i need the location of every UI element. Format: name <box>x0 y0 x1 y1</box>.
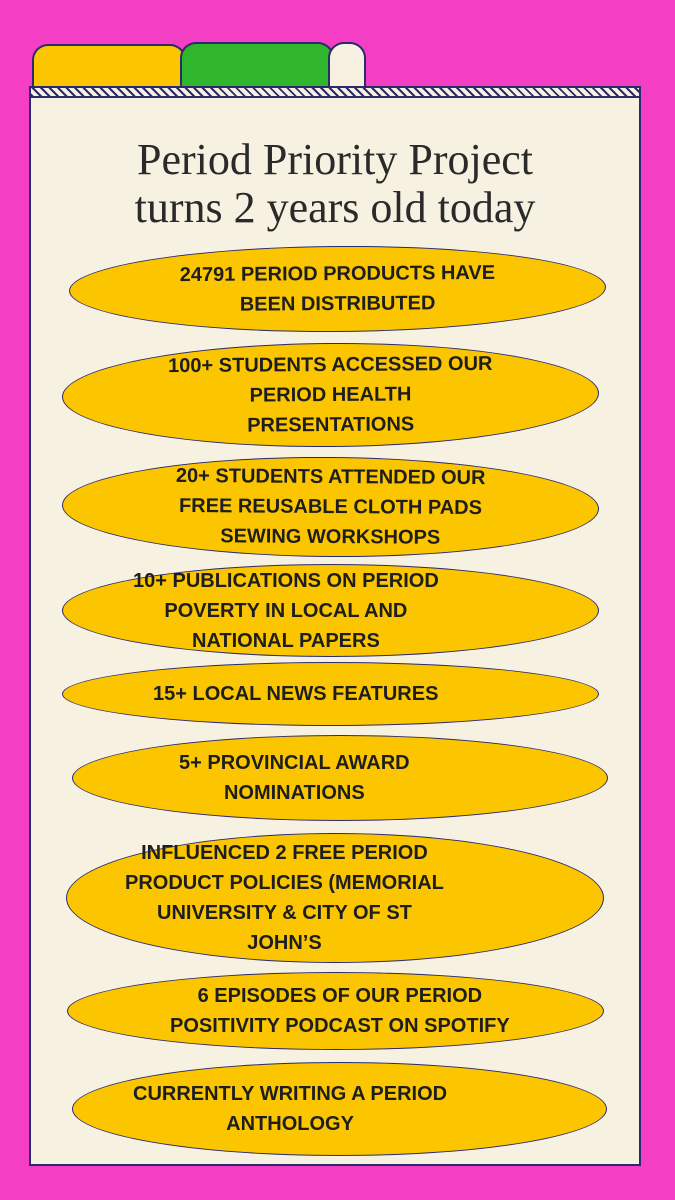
stat-line: 6 EPISODES OF OUR PERIOD <box>197 985 483 1007</box>
stat-pill-policies <box>66 833 604 963</box>
title-line-1: Period Priority Project <box>137 135 533 184</box>
stat-line: POSITIVITY PODCAST ON SPOTIFY <box>170 1015 510 1037</box>
stat-line: 100+ STUDENTS ACCESSED OUR <box>168 352 493 378</box>
stat-line: UNIVERSITY & CITY OF ST <box>157 902 412 924</box>
stat-line: 24791 PERIOD PRODUCTS HAVE <box>179 261 496 287</box>
stat-line: CURRENTLY WRITING A PERIOD <box>133 1083 448 1105</box>
stat-line: NOMINATIONS <box>223 782 365 804</box>
stat-line: JOHN’S <box>247 932 322 954</box>
folder-tab-yellow <box>32 44 186 90</box>
stat-pill-anthology <box>72 1062 607 1156</box>
folder-tab-cream <box>328 42 366 90</box>
stat-pill-news <box>62 662 599 726</box>
page-title <box>31 136 639 232</box>
stat-pill-podcast <box>67 972 604 1050</box>
stat-line: POVERTY IN LOCAL AND <box>164 599 408 622</box>
stat-pill-awards <box>72 735 608 821</box>
title-line-2: turns 2 years old today <box>134 183 536 232</box>
stat-line: INFLUENCED 2 FREE PERIOD <box>141 842 428 864</box>
stat-line: ANTHOLOGY <box>226 1113 354 1135</box>
stat-line: 10+ PUBLICATIONS ON PERIOD <box>133 569 439 592</box>
hatched-border <box>31 88 639 98</box>
stat-line: BEEN DISTRIBUTED <box>239 292 436 316</box>
stat-line: 20+ STUDENTS ATTENDED OUR <box>175 464 486 490</box>
stat-line: PRODUCT POLICIES (MEMORIAL <box>125 872 444 894</box>
stat-line: SEWING WORKSHOPS <box>220 525 441 549</box>
stat-line: FREE REUSABLE CLOTH PADS <box>178 494 483 520</box>
stat-line: 15+ LOCAL NEWS FEATURES <box>153 683 439 705</box>
stat-line: 5+ PROVINCIAL AWARD <box>179 752 410 774</box>
stat-line: NATIONAL PAPERS <box>192 629 380 652</box>
stat-pill-publications <box>62 564 599 657</box>
folder-tab-green <box>180 42 334 90</box>
stat-line: PERIOD HEALTH <box>249 383 412 407</box>
stat-line: PRESENTATIONS <box>247 413 415 437</box>
